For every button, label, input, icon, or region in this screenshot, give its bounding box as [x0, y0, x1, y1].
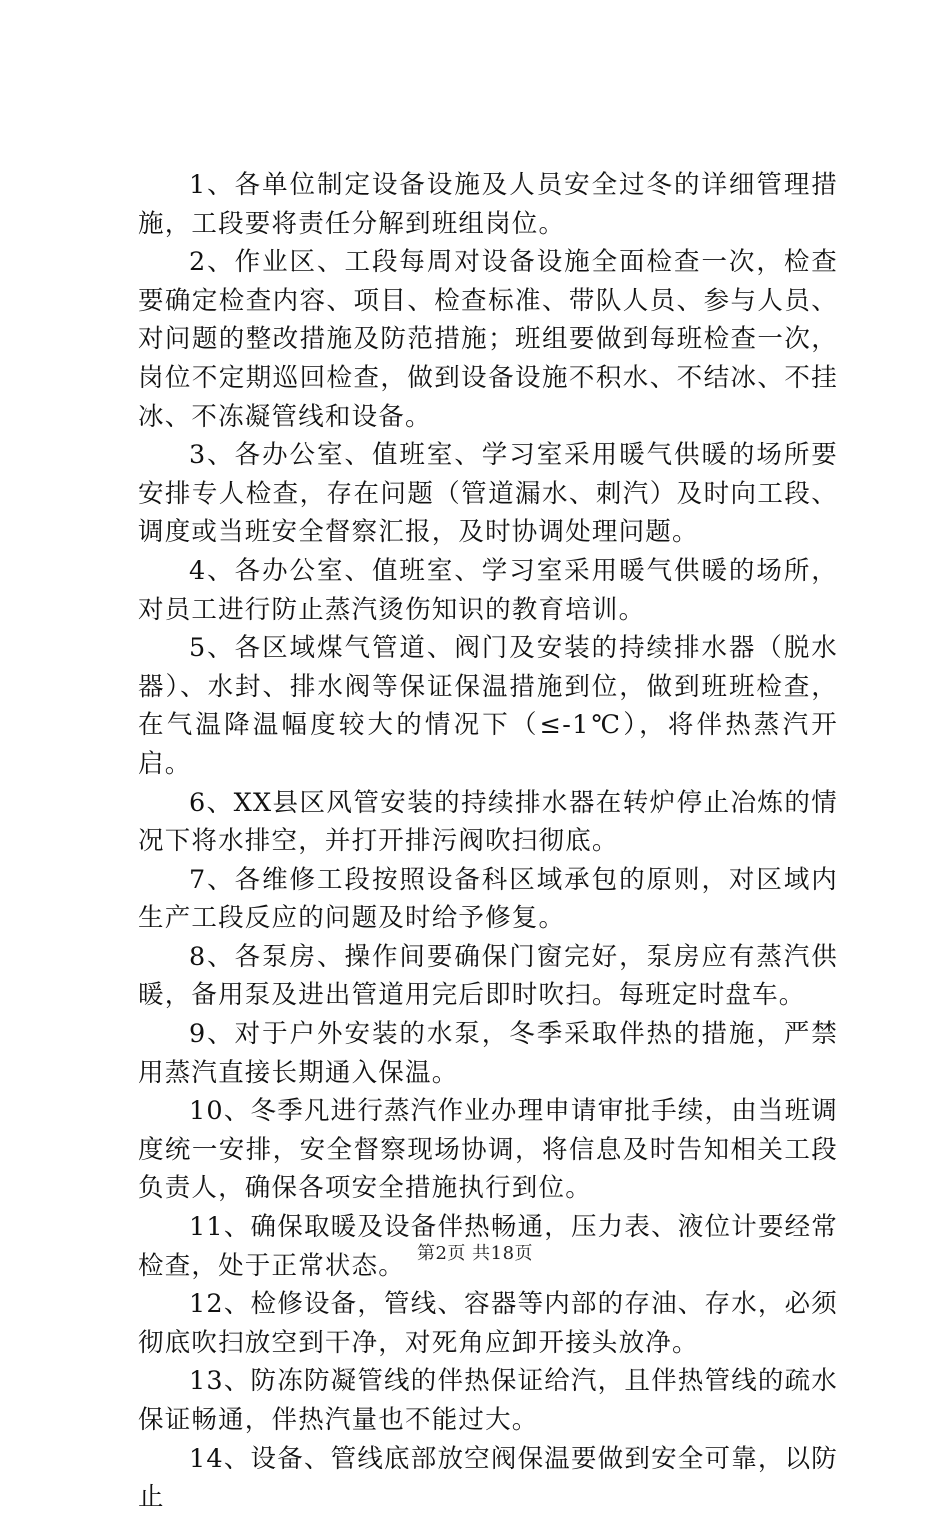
paragraph-7: 7、各维修工段按照设备科区域承包的原则，对区域内生产工段反应的问题及时给予修复。 [138, 864, 838, 934]
paragraph-9: 9、对于户外安装的水泵，冬季采取伴热的措施，严禁用蒸汽直接长期通入保温。 [138, 1019, 838, 1088]
paragraph-11: 11、确保取暖及设备伴热畅通，压力表、液位计要经常检查，处于正常状态。 [138, 1212, 838, 1281]
paragraph-2: 2、作业区、工段每周对设备设施全面检查一次，检查要确定检查内容、项目、检查标准、带队人员、参与人员、对问题的整改措施及防范措施；班组要做到每班检查一次，岗位不定期巡回检查，做到设备设施不积水、不结冰、不挂冰、不冻凝管线和设备。 [138, 247, 838, 432]
page-number-footer: 第2页 共18页 [416, 1243, 534, 1264]
paragraph-5: 5、各区域煤气管道、阀门及安装的持续排水器（脱水器）、水封、排水阀等保证保温措施到位，做到班班检查，在气温降温幅度较大的情况下（≤-1℃），将伴热蒸汽开启。 [138, 633, 838, 779]
paragraph-1: 1、各单位制定设备设施及人员安全过冬的详细管理措施，工段要将责任分解到班组岗位。 [138, 170, 838, 239]
paragraph-10: 10、冬季凡进行蒸汽作业办理申请审批手续，由当班调度统一安排，安全督察现场协调，将信息及时告知相关工段负责人，确保各项安全措施执行到位。 [138, 1096, 838, 1204]
paragraph-14: 14、设备、管线底部放空阀保温要做到安全可靠，以防止 [138, 1443, 838, 1513]
document-body [138, 166, 838, 1517]
paragraph-13: 13、防冻防凝管线的伴热保证给汽，且伴热管线的疏水保证畅通，伴热汽量也不能过大。 [138, 1366, 838, 1435]
paragraph-6: 6、XX县区风管安装的持续排水器在转炉停止冶炼的情况下将水排空，并打开排污阀吹扫彻底。 [138, 787, 838, 857]
paragraph-3: 3、各办公室、值班室、学习室采用暖气供暖的场所要安排专人检查，存在问题（管道漏水、刺汽）及时向工段、调度或当班安全督察汇报，及时协调处理问题。 [138, 440, 838, 548]
paragraph-4: 4、各办公室、值班室、学习室采用暖气供暖的场所，对员工进行防止蒸汽烫伤知识的教育培训。 [138, 555, 838, 625]
paragraph-8: 8、各泵房、操作间要确保门窗完好，泵房应有蒸汽供暖，备用泵及进出管道用完后即时吹扫。每班定时盘车。 [138, 941, 838, 1011]
paragraph-12: 12、检修设备，管线、容器等内部的存油、存水，必须彻底吹扫放空到干净，对死角应卸开接头放净。 [138, 1289, 838, 1358]
